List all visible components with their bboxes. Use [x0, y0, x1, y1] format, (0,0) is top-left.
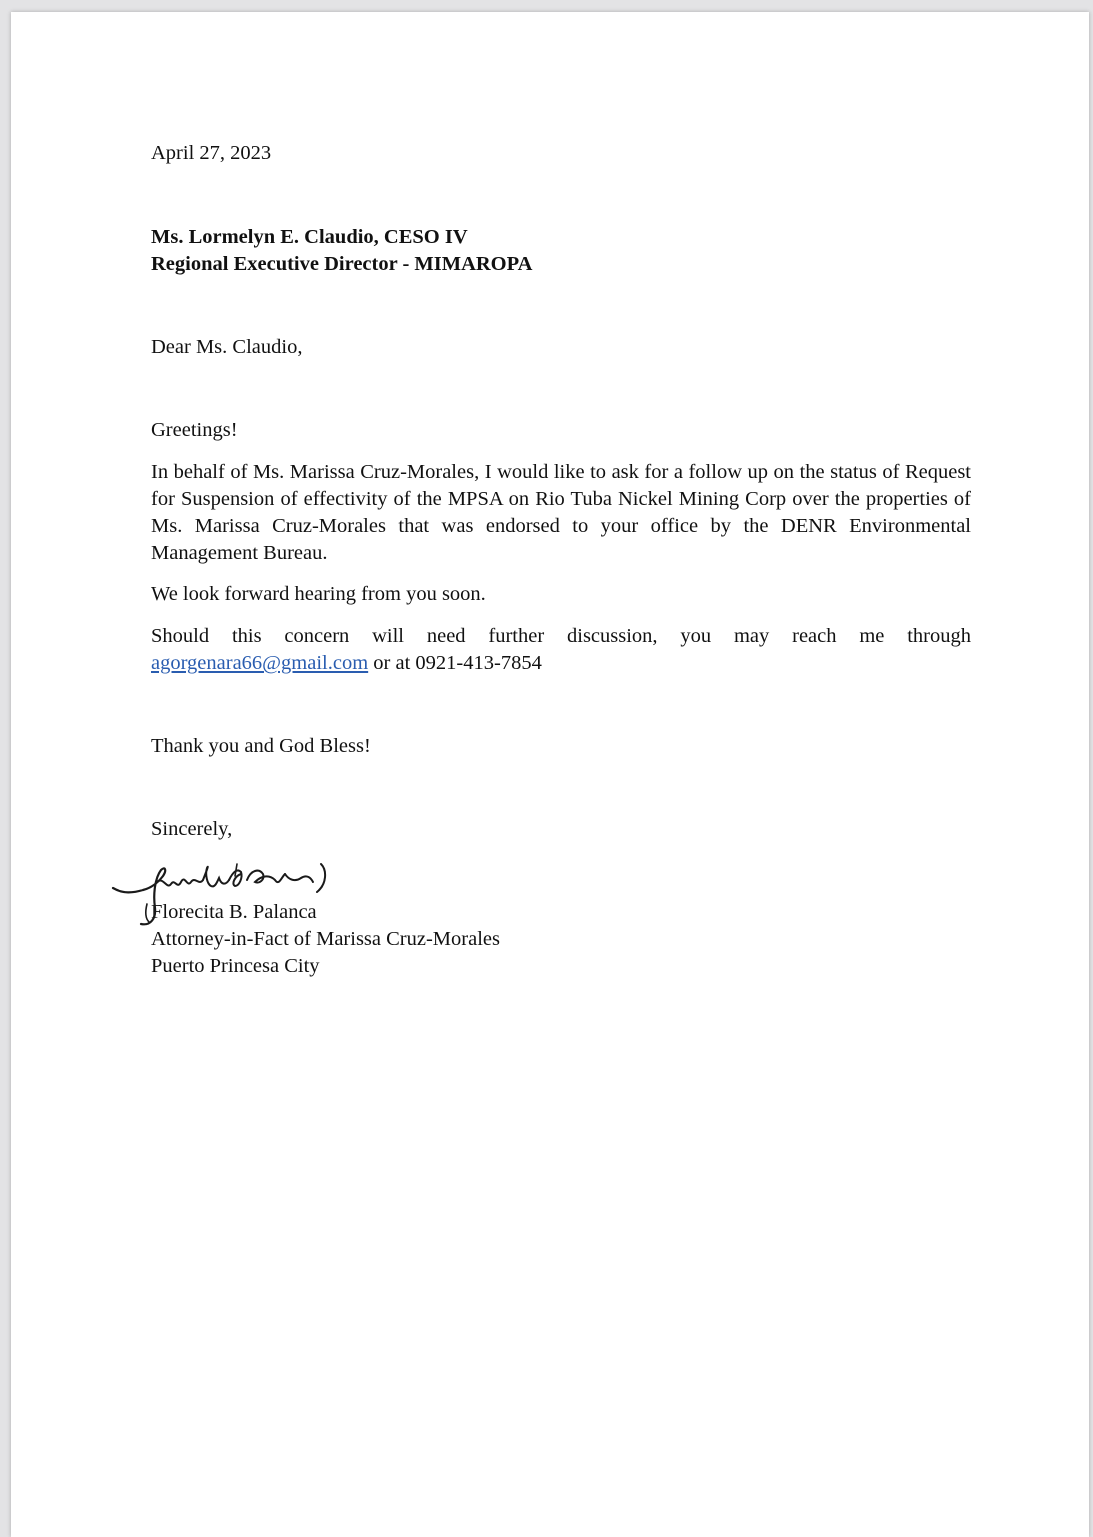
- signer-name: Florecita B. Palanca: [151, 901, 317, 923]
- letter-date: April 27, 2023: [151, 142, 272, 164]
- recipient-title: Regional Executive Director - MIMAROPA: [151, 253, 533, 275]
- thanks-line: Thank you and God Bless!: [151, 735, 371, 757]
- closing-line: Sincerely,: [151, 818, 233, 840]
- phone-text: or at 0921-413-7854: [368, 652, 542, 674]
- salutation: Dear Ms. Claudio,: [151, 336, 303, 358]
- body-paragraph-1: In behalf of Ms. Marissa Cruz-Morales, I would like to ask for a follow up on the status of Request for Suspension of effectivity of the MPSA on Rio Tuba Nickel Mining Corp over the properties of Ms. Marissa Cruz-Morales that was endorsed to your office by the DENR Environmental Management Bureau.: [151, 461, 971, 564]
- email-link[interactable]: agorgenara66@gmail.com: [151, 652, 369, 674]
- body-paragraph-3-line-1: Should this concern will need further discussion, you may reach me through: [151, 625, 971, 647]
- greeting: Greetings!: [151, 419, 238, 441]
- signer-location: Puerto Princesa City: [151, 955, 320, 977]
- body-paragraph-3-line-2: [151, 650, 542, 677]
- document-page: [11, 12, 1089, 1537]
- handwritten-signature: [111, 860, 341, 940]
- body-paragraph-2: We look forward hearing from you soon.: [151, 583, 486, 605]
- recipient-name: Ms. Lormelyn E. Claudio, CESO IV: [151, 226, 468, 248]
- signer-role: Attorney-in-Fact of Marissa Cruz-Morales: [151, 928, 500, 950]
